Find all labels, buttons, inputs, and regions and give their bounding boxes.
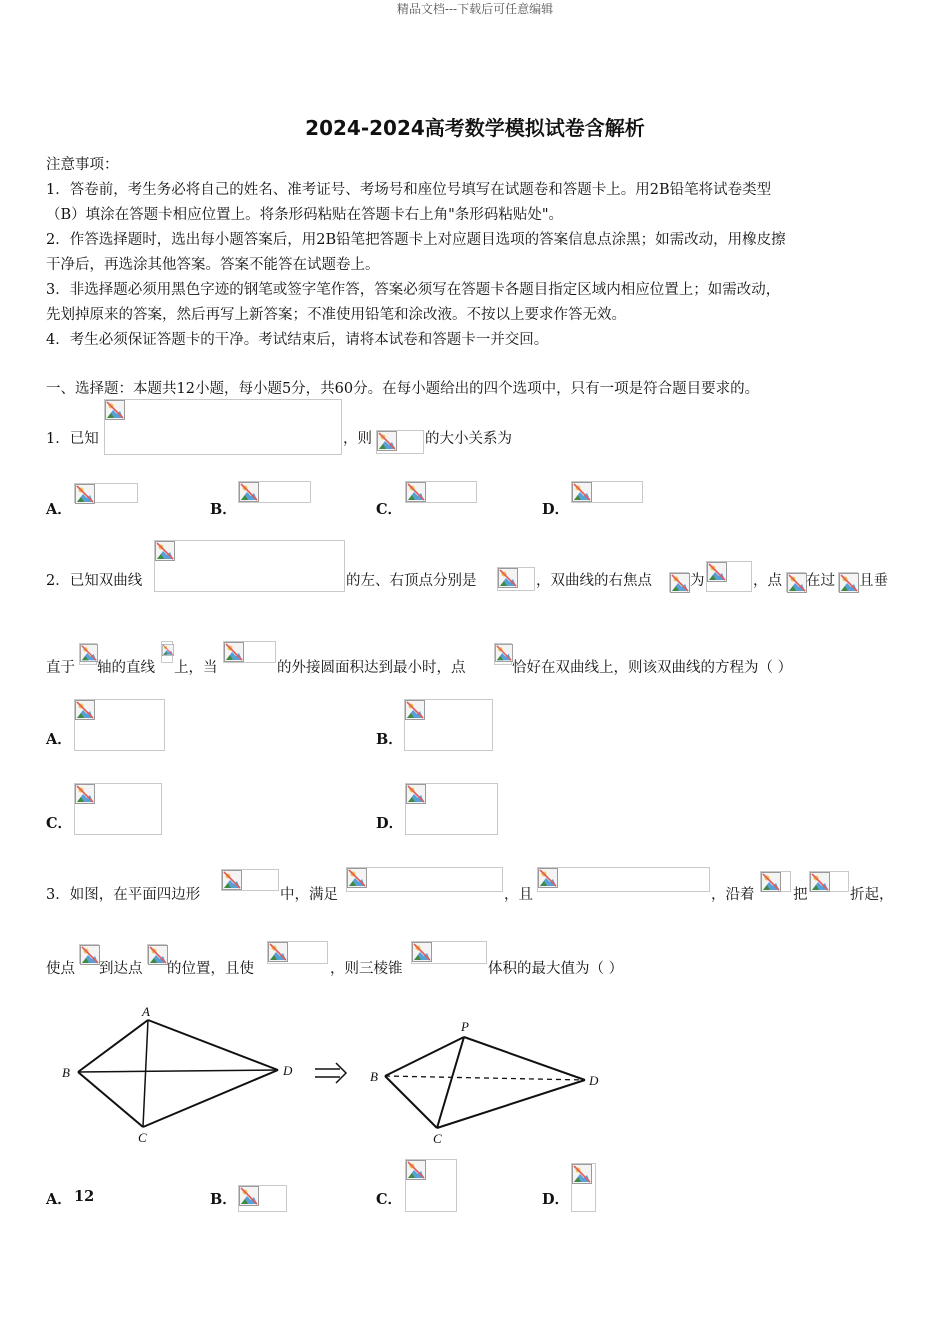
page-header: 精品文档---下载后可任意编辑 bbox=[396, 2, 554, 16]
broken-image-icon bbox=[572, 1164, 592, 1184]
broken-image-icon bbox=[406, 784, 426, 804]
q2-text: 2．已知双曲线 bbox=[46, 573, 143, 589]
broken-image-icon bbox=[761, 872, 781, 892]
q2-text: 在过 bbox=[806, 573, 835, 589]
left-figure bbox=[62, 1004, 293, 1145]
broken-image-icon bbox=[162, 642, 174, 658]
formula-image bbox=[346, 867, 503, 892]
broken-image-icon bbox=[412, 942, 432, 962]
broken-image-icon bbox=[155, 541, 175, 561]
option-label-d: D． bbox=[542, 501, 570, 518]
q3-text: 3．如图，在平面四边形 bbox=[46, 887, 201, 903]
formula-image bbox=[497, 567, 535, 591]
broken-image-icon bbox=[224, 642, 244, 662]
q2-text: 上，当 bbox=[174, 660, 218, 676]
option-image bbox=[571, 481, 643, 503]
broken-image-icon bbox=[105, 400, 125, 420]
option-label-b: B． bbox=[376, 731, 403, 748]
broken-image-icon bbox=[670, 573, 690, 593]
vertex-label: A bbox=[142, 1004, 150, 1019]
vertex-label: B bbox=[370, 1069, 378, 1084]
q1-text: 的大小关系为 bbox=[425, 431, 512, 447]
broken-image-icon bbox=[75, 784, 95, 804]
formula-image bbox=[411, 941, 487, 964]
option-image bbox=[74, 699, 165, 751]
option-image bbox=[405, 783, 498, 835]
vertex-label: P bbox=[461, 1019, 469, 1034]
formula-image bbox=[79, 944, 99, 964]
broken-image-icon bbox=[405, 700, 425, 720]
formula-image bbox=[537, 867, 710, 892]
broken-image-icon bbox=[239, 1186, 259, 1206]
notice-heading: 注意事项： bbox=[46, 157, 119, 173]
broken-image-icon bbox=[707, 562, 727, 582]
broken-image-icon bbox=[538, 868, 558, 888]
broken-image-icon bbox=[75, 700, 95, 720]
option-a-value: 12 bbox=[74, 1188, 95, 1205]
option-label-d: D． bbox=[542, 1191, 570, 1208]
formula-image bbox=[161, 641, 173, 663]
broken-image-icon bbox=[268, 942, 288, 962]
formula-image bbox=[104, 399, 342, 455]
broken-image-icon bbox=[239, 482, 259, 502]
q2-text: 的外接圆面积达到最小时，点 bbox=[277, 660, 466, 676]
q2-text: 且垂 bbox=[859, 573, 888, 589]
option-image bbox=[74, 483, 138, 503]
q3-text: 把 bbox=[793, 887, 808, 903]
formula-image bbox=[838, 572, 858, 592]
notice-line: （B）填涂在答题卡相应位置上。将条形码粘贴在答题卡右上角"条形码粘贴处"。 bbox=[46, 207, 563, 223]
option-label-a: A． bbox=[46, 731, 72, 748]
right-figure bbox=[370, 1019, 599, 1146]
option-image bbox=[571, 1163, 596, 1212]
formula-image bbox=[223, 641, 276, 663]
broken-image-icon bbox=[839, 573, 859, 593]
option-image bbox=[405, 1159, 457, 1212]
formula-image bbox=[221, 869, 279, 891]
option-image bbox=[238, 1185, 287, 1212]
notice-line: 2．作答选择题时，选出每小题答案后，用2B铅笔把答题卡上对应题目选项的答案信息点涂黑；如需改动，用橡皮擦 bbox=[46, 232, 786, 248]
q2-text: ，双曲线的右焦点 bbox=[536, 573, 652, 589]
q3-text: ，则三棱锥 bbox=[330, 961, 403, 977]
broken-image-icon bbox=[406, 482, 426, 502]
notice-line: 先划掉原来的答案，然后再写上新答案；不准使用铅笔和涂改液。不按以上要求作答无效。 bbox=[46, 307, 626, 323]
formula-image bbox=[267, 941, 328, 964]
section-heading: 一、选择题：本题共12小题，每小题5分，共60分。在每小题给出的四个选项中，只有一项是符合题目要求的。 bbox=[46, 381, 760, 397]
q2-text: 为 bbox=[690, 573, 705, 589]
vertex-label: C bbox=[433, 1131, 442, 1146]
option-label-b: B． bbox=[210, 501, 237, 518]
notice-line: 干净后，再选涂其他答案。答案不能答在试题卷上。 bbox=[46, 257, 380, 273]
option-label-c: C． bbox=[46, 815, 73, 832]
broken-image-icon bbox=[810, 872, 830, 892]
notice-line: 1．答卷前，考生务必将自己的姓名、准考证号、考场号和座位号填写在试题卷和答题卡上。用2B铅笔将试卷类型 bbox=[46, 182, 772, 198]
vertex-label: B bbox=[62, 1065, 70, 1080]
broken-image-icon bbox=[80, 644, 98, 662]
quadrilateral-fold-figure bbox=[40, 1000, 620, 1150]
option-label-b: B． bbox=[210, 1191, 237, 1208]
q3-text: 使点 bbox=[46, 961, 75, 977]
broken-image-icon bbox=[222, 870, 242, 890]
formula-image bbox=[706, 561, 752, 592]
formula-image bbox=[809, 871, 849, 892]
formula-image bbox=[669, 572, 689, 592]
broken-image-icon bbox=[572, 482, 592, 502]
option-label-c: C． bbox=[376, 501, 403, 518]
notice-line: 3．非选择题必须用黑色字迹的钢笔或签字笔作答，答案必须写在答题卡各题目指定区域内相应位置上；如需改动， bbox=[46, 282, 781, 298]
broken-image-icon bbox=[495, 644, 513, 662]
broken-image-icon bbox=[498, 568, 518, 588]
double-arrow-icon bbox=[315, 1063, 346, 1083]
option-image bbox=[404, 699, 493, 751]
q3-text: 的位置，且使 bbox=[167, 961, 254, 977]
option-image bbox=[405, 481, 477, 503]
vertex-label: D bbox=[589, 1073, 599, 1088]
broken-image-icon bbox=[148, 945, 168, 965]
option-image bbox=[238, 481, 311, 503]
vertex-label: C bbox=[138, 1130, 147, 1145]
broken-image-icon bbox=[377, 431, 397, 451]
formula-image bbox=[494, 643, 512, 665]
formula-image bbox=[786, 572, 806, 592]
broken-image-icon bbox=[80, 945, 100, 965]
notice-line: 4．考生必须保证答题卡的干净。考试结束后，请将本试卷和答题卡一并交回。 bbox=[46, 332, 549, 348]
q2-text: 直于 bbox=[46, 660, 75, 676]
q2-text: ，点 bbox=[753, 573, 782, 589]
q1-text: ，则 bbox=[343, 431, 372, 447]
q3-text: 中，满足 bbox=[280, 887, 338, 903]
option-label-a: A． bbox=[46, 501, 72, 518]
formula-image bbox=[760, 871, 791, 892]
option-image bbox=[74, 783, 162, 835]
document-title: 2024-2024高考数学模拟试卷含解析 bbox=[305, 116, 645, 140]
q3-text: ，沿着 bbox=[711, 887, 755, 903]
formula-image bbox=[147, 944, 167, 964]
q3-text: ，且 bbox=[504, 887, 533, 903]
option-label-d: D． bbox=[376, 815, 404, 832]
broken-image-icon bbox=[787, 573, 807, 593]
q3-text: 体积的最大值为（ ） bbox=[488, 961, 624, 977]
q2-text: 的左、右顶点分别是 bbox=[346, 573, 477, 589]
q2-text: 轴的直线 bbox=[97, 660, 155, 676]
q1-text: 1．已知 bbox=[46, 431, 99, 447]
option-label-a: A． bbox=[46, 1191, 72, 1208]
q2-text: 恰好在双曲线上，则该双曲线的方程为（ ） bbox=[512, 660, 793, 676]
option-label-c: C． bbox=[376, 1191, 403, 1208]
broken-image-icon bbox=[75, 484, 95, 504]
broken-image-icon bbox=[347, 868, 367, 888]
formula-image bbox=[154, 540, 345, 592]
vertex-label: D bbox=[283, 1063, 293, 1078]
q3-text: 折起， bbox=[850, 887, 894, 903]
broken-image-icon bbox=[406, 1160, 426, 1180]
q3-text: 到达点 bbox=[99, 961, 143, 977]
formula-image bbox=[376, 430, 424, 454]
formula-image bbox=[79, 643, 97, 665]
